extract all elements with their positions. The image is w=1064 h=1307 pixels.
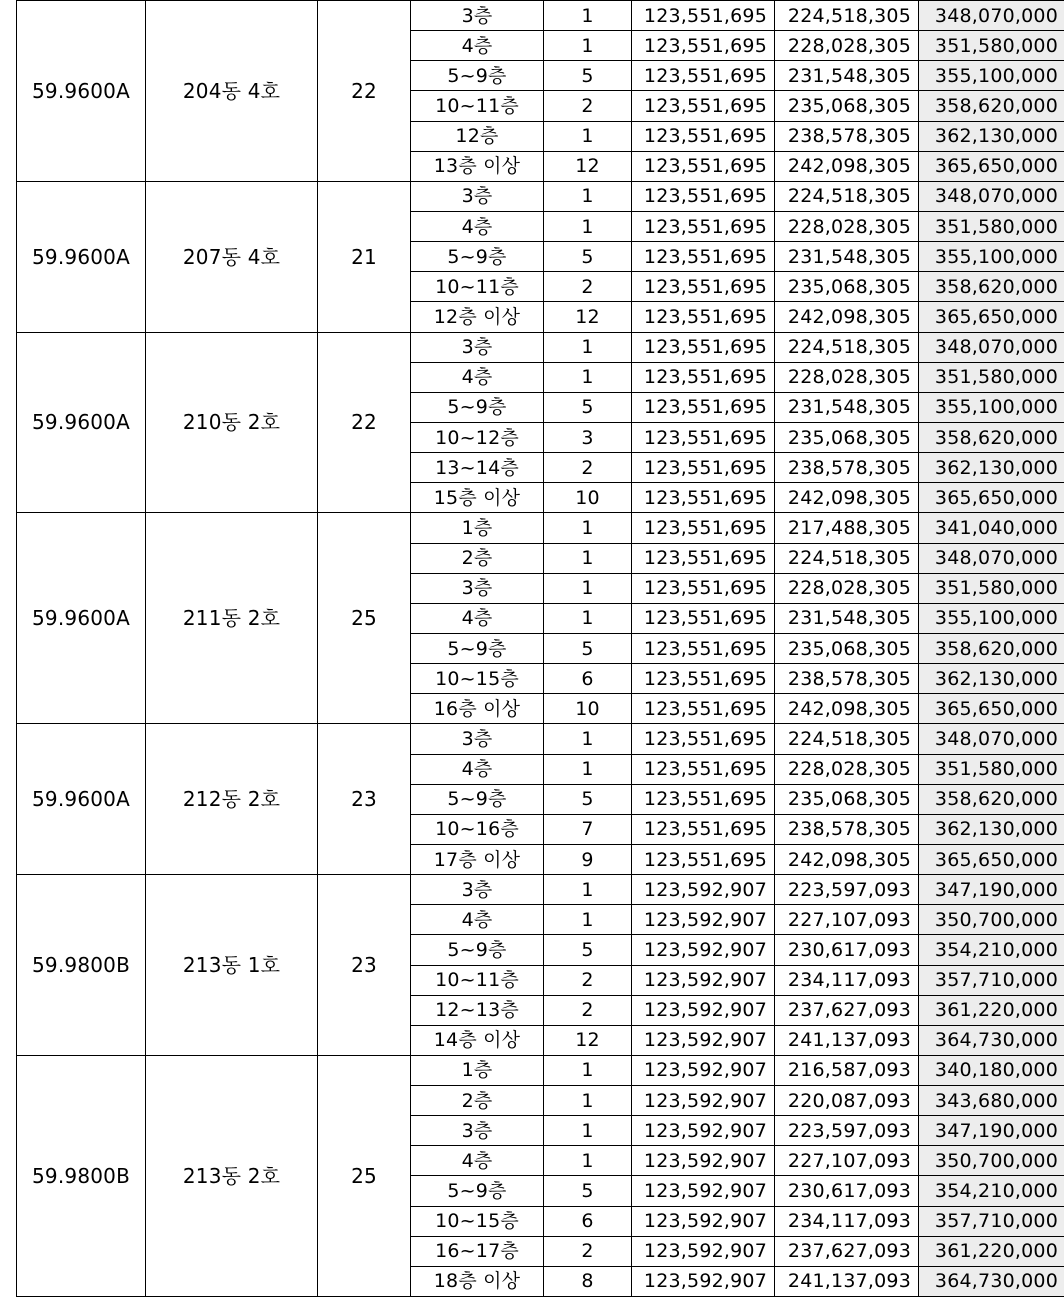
- floor-cell: 3층: [411, 332, 544, 362]
- price-table-body: [17, 1, 1064, 1297]
- floor-cell: 10~15층: [411, 1206, 544, 1236]
- land-price-cell: 123,551,695: [632, 754, 775, 784]
- floor-cell: 5~9층: [411, 1176, 544, 1206]
- floor-cell: 3층: [411, 181, 544, 211]
- floor-cell: 10~16층: [411, 814, 544, 844]
- households-cell: 1: [544, 1, 632, 31]
- land-price-cell: 123,592,907: [632, 1025, 775, 1055]
- building-price-cell: 242,098,305: [775, 844, 919, 874]
- building-price-cell: 224,518,305: [775, 181, 919, 211]
- count-cell: 22: [318, 1, 411, 182]
- floor-cell: 14층 이상: [411, 1025, 544, 1055]
- total-price-cell: 341,040,000: [919, 513, 1064, 543]
- floor-cell: 4층: [411, 754, 544, 784]
- total-price-cell: 351,580,000: [919, 573, 1064, 603]
- total-price-cell: 350,700,000: [919, 905, 1064, 935]
- land-price-cell: 123,551,695: [632, 603, 775, 633]
- building-price-cell: 224,518,305: [775, 1, 919, 31]
- land-price-cell: 123,551,695: [632, 302, 775, 332]
- households-cell: 7: [544, 814, 632, 844]
- households-cell: 5: [544, 935, 632, 965]
- building-price-cell: 228,028,305: [775, 31, 919, 61]
- total-price-cell: 355,100,000: [919, 242, 1064, 272]
- floor-cell: 5~9층: [411, 784, 544, 814]
- unit-cell: 207동 4호: [146, 181, 318, 332]
- total-price-cell: 350,700,000: [919, 1146, 1064, 1176]
- households-cell: 8: [544, 1266, 632, 1296]
- land-price-cell: 123,551,695: [632, 422, 775, 452]
- total-price-cell: 358,620,000: [919, 91, 1064, 121]
- total-price-cell: 358,620,000: [919, 272, 1064, 302]
- land-price-cell: 123,551,695: [632, 543, 775, 573]
- households-cell: 2: [544, 272, 632, 302]
- total-price-cell: 347,190,000: [919, 875, 1064, 905]
- land-price-cell: 123,551,695: [632, 573, 775, 603]
- building-price-cell: 228,028,305: [775, 211, 919, 241]
- total-price-cell: 365,650,000: [919, 694, 1064, 724]
- households-cell: 1: [544, 513, 632, 543]
- total-price-cell: 351,580,000: [919, 211, 1064, 241]
- building-price-cell: 227,107,093: [775, 1146, 919, 1176]
- total-price-cell: 354,210,000: [919, 1176, 1064, 1206]
- land-price-cell: 123,551,695: [632, 694, 775, 724]
- price-table: [16, 0, 1064, 1297]
- households-cell: 10: [544, 694, 632, 724]
- floor-cell: 13~14층: [411, 453, 544, 483]
- land-price-cell: 123,592,907: [632, 1146, 775, 1176]
- total-price-cell: 355,100,000: [919, 603, 1064, 633]
- total-price-cell: 355,100,000: [919, 392, 1064, 422]
- type-cell: 59.9800B: [17, 1055, 146, 1296]
- land-price-cell: 123,592,907: [632, 1176, 775, 1206]
- total-price-cell: 357,710,000: [919, 965, 1064, 995]
- floor-cell: 3층: [411, 573, 544, 603]
- land-price-cell: 123,592,907: [632, 905, 775, 935]
- total-price-cell: 365,650,000: [919, 302, 1064, 332]
- households-cell: 1: [544, 543, 632, 573]
- building-price-cell: 223,597,093: [775, 875, 919, 905]
- building-price-cell: 242,098,305: [775, 302, 919, 332]
- households-cell: 12: [544, 302, 632, 332]
- land-price-cell: 123,551,695: [632, 844, 775, 874]
- floor-cell: 1층: [411, 513, 544, 543]
- land-price-cell: 123,551,695: [632, 392, 775, 422]
- table-row: [17, 1, 1064, 31]
- building-price-cell: 228,028,305: [775, 362, 919, 392]
- table-row: [17, 332, 1064, 362]
- floor-cell: 10~11층: [411, 272, 544, 302]
- total-price-cell: 348,070,000: [919, 724, 1064, 754]
- building-price-cell: 227,107,093: [775, 905, 919, 935]
- total-price-cell: 347,190,000: [919, 1116, 1064, 1146]
- land-price-cell: 123,551,695: [632, 784, 775, 814]
- households-cell: 9: [544, 844, 632, 874]
- building-price-cell: 234,117,093: [775, 965, 919, 995]
- type-cell: 59.9600A: [17, 513, 146, 724]
- unit-cell: 204동 4호: [146, 1, 318, 182]
- land-price-cell: 123,551,695: [632, 633, 775, 663]
- households-cell: 1: [544, 905, 632, 935]
- type-cell: 59.9800B: [17, 875, 146, 1056]
- households-cell: 10: [544, 483, 632, 513]
- land-price-cell: 123,551,695: [632, 31, 775, 61]
- land-price-cell: 123,592,907: [632, 1206, 775, 1236]
- building-price-cell: 231,548,305: [775, 603, 919, 633]
- type-cell: 59.9600A: [17, 724, 146, 875]
- land-price-cell: 123,551,695: [632, 211, 775, 241]
- floor-cell: 10~11층: [411, 91, 544, 121]
- land-price-cell: 123,551,695: [632, 664, 775, 694]
- households-cell: 2: [544, 1236, 632, 1266]
- households-cell: 1: [544, 1146, 632, 1176]
- building-price-cell: 231,548,305: [775, 392, 919, 422]
- land-price-cell: 123,592,907: [632, 1266, 775, 1296]
- households-cell: 1: [544, 181, 632, 211]
- total-price-cell: 343,680,000: [919, 1086, 1064, 1116]
- land-price-cell: 123,551,695: [632, 121, 775, 151]
- floor-cell: 3층: [411, 724, 544, 754]
- total-price-cell: 364,730,000: [919, 1266, 1064, 1296]
- floor-cell: 4층: [411, 211, 544, 241]
- total-price-cell: 354,210,000: [919, 935, 1064, 965]
- unit-cell: 212동 2호: [146, 724, 318, 875]
- total-price-cell: 351,580,000: [919, 362, 1064, 392]
- building-price-cell: 224,518,305: [775, 724, 919, 754]
- unit-cell: 211동 2호: [146, 513, 318, 724]
- building-price-cell: 238,578,305: [775, 814, 919, 844]
- households-cell: 1: [544, 1086, 632, 1116]
- total-price-cell: 365,650,000: [919, 151, 1064, 181]
- total-price-cell: 358,620,000: [919, 633, 1064, 663]
- land-price-cell: 123,551,695: [632, 1, 775, 31]
- floor-cell: 12층: [411, 121, 544, 151]
- unit-cell: 213동 1호: [146, 875, 318, 1056]
- floor-cell: 4층: [411, 905, 544, 935]
- total-price-cell: 357,710,000: [919, 1206, 1064, 1236]
- land-price-cell: 123,551,695: [632, 483, 775, 513]
- land-price-cell: 123,592,907: [632, 1055, 775, 1085]
- households-cell: 2: [544, 91, 632, 121]
- building-price-cell: 231,548,305: [775, 61, 919, 91]
- land-price-cell: 123,592,907: [632, 995, 775, 1025]
- table-row: [17, 513, 1064, 543]
- land-price-cell: 123,592,907: [632, 965, 775, 995]
- total-price-cell: 362,130,000: [919, 121, 1064, 151]
- households-cell: 3: [544, 422, 632, 452]
- building-price-cell: 228,028,305: [775, 754, 919, 784]
- count-cell: 23: [318, 724, 411, 875]
- land-price-cell: 123,551,695: [632, 513, 775, 543]
- floor-cell: 4층: [411, 362, 544, 392]
- type-cell: 59.9600A: [17, 1, 146, 182]
- total-price-cell: 362,130,000: [919, 453, 1064, 483]
- count-cell: 23: [318, 875, 411, 1056]
- total-price-cell: 355,100,000: [919, 61, 1064, 91]
- land-price-cell: 123,551,695: [632, 814, 775, 844]
- households-cell: 1: [544, 1055, 632, 1085]
- building-price-cell: 224,518,305: [775, 332, 919, 362]
- households-cell: 2: [544, 965, 632, 995]
- land-price-cell: 123,551,695: [632, 151, 775, 181]
- total-price-cell: 365,650,000: [919, 844, 1064, 874]
- total-price-cell: 358,620,000: [919, 422, 1064, 452]
- unit-cell: 210동 2호: [146, 332, 318, 513]
- total-price-cell: 348,070,000: [919, 181, 1064, 211]
- building-price-cell: 223,597,093: [775, 1116, 919, 1146]
- total-price-cell: 361,220,000: [919, 1236, 1064, 1266]
- floor-cell: 5~9층: [411, 242, 544, 272]
- floor-cell: 10~12층: [411, 422, 544, 452]
- households-cell: 1: [544, 875, 632, 905]
- floor-cell: 2층: [411, 543, 544, 573]
- land-price-cell: 123,592,907: [632, 1236, 775, 1266]
- floor-cell: 16층 이상: [411, 694, 544, 724]
- floor-cell: 3층: [411, 875, 544, 905]
- total-price-cell: 362,130,000: [919, 664, 1064, 694]
- households-cell: 1: [544, 754, 632, 784]
- floor-cell: 17층 이상: [411, 844, 544, 874]
- floor-cell: 15층 이상: [411, 483, 544, 513]
- land-price-cell: 123,551,695: [632, 724, 775, 754]
- building-price-cell: 242,098,305: [775, 483, 919, 513]
- floor-cell: 2층: [411, 1086, 544, 1116]
- floor-cell: 12~13층: [411, 995, 544, 1025]
- floor-cell: 3층: [411, 1116, 544, 1146]
- building-price-cell: 216,587,093: [775, 1055, 919, 1085]
- building-price-cell: 230,617,093: [775, 935, 919, 965]
- building-price-cell: 220,087,093: [775, 1086, 919, 1116]
- households-cell: 6: [544, 1206, 632, 1236]
- building-price-cell: 224,518,305: [775, 543, 919, 573]
- households-cell: 1: [544, 1116, 632, 1146]
- households-cell: 5: [544, 61, 632, 91]
- land-price-cell: 123,551,695: [632, 453, 775, 483]
- land-price-cell: 123,551,695: [632, 91, 775, 121]
- floor-cell: 5~9층: [411, 935, 544, 965]
- floor-cell: 5~9층: [411, 633, 544, 663]
- count-cell: 21: [318, 181, 411, 332]
- building-price-cell: 230,617,093: [775, 1176, 919, 1206]
- land-price-cell: 123,551,695: [632, 61, 775, 91]
- building-price-cell: 237,627,093: [775, 1236, 919, 1266]
- floor-cell: 1층: [411, 1055, 544, 1085]
- building-price-cell: 238,578,305: [775, 453, 919, 483]
- floor-cell: 10~15층: [411, 664, 544, 694]
- total-price-cell: 348,070,000: [919, 332, 1064, 362]
- households-cell: 2: [544, 995, 632, 1025]
- unit-cell: 213동 2호: [146, 1055, 318, 1296]
- total-price-cell: 340,180,000: [919, 1055, 1064, 1085]
- households-cell: 12: [544, 151, 632, 181]
- land-price-cell: 123,551,695: [632, 272, 775, 302]
- total-price-cell: 351,580,000: [919, 754, 1064, 784]
- floor-cell: 10~11층: [411, 965, 544, 995]
- building-price-cell: 228,028,305: [775, 573, 919, 603]
- building-price-cell: 235,068,305: [775, 272, 919, 302]
- total-price-cell: 361,220,000: [919, 995, 1064, 1025]
- building-price-cell: 242,098,305: [775, 151, 919, 181]
- total-price-cell: 364,730,000: [919, 1025, 1064, 1055]
- count-cell: 25: [318, 1055, 411, 1296]
- building-price-cell: 238,578,305: [775, 664, 919, 694]
- households-cell: 12: [544, 1025, 632, 1055]
- land-price-cell: 123,551,695: [632, 242, 775, 272]
- households-cell: 6: [544, 664, 632, 694]
- total-price-cell: 348,070,000: [919, 1, 1064, 31]
- table-row: [17, 724, 1064, 754]
- floor-cell: 5~9층: [411, 392, 544, 422]
- households-cell: 1: [544, 211, 632, 241]
- households-cell: 5: [544, 633, 632, 663]
- building-price-cell: 235,068,305: [775, 633, 919, 663]
- land-price-cell: 123,592,907: [632, 1086, 775, 1116]
- households-cell: 5: [544, 784, 632, 814]
- households-cell: 1: [544, 31, 632, 61]
- building-price-cell: 235,068,305: [775, 91, 919, 121]
- floor-cell: 12층 이상: [411, 302, 544, 332]
- floor-cell: 4층: [411, 31, 544, 61]
- floor-cell: 18층 이상: [411, 1266, 544, 1296]
- households-cell: 5: [544, 242, 632, 272]
- building-price-cell: 238,578,305: [775, 121, 919, 151]
- households-cell: 1: [544, 332, 632, 362]
- type-cell: 59.9600A: [17, 332, 146, 513]
- building-price-cell: 235,068,305: [775, 784, 919, 814]
- households-cell: 1: [544, 573, 632, 603]
- floor-cell: 3층: [411, 1, 544, 31]
- building-price-cell: 237,627,093: [775, 995, 919, 1025]
- households-cell: 5: [544, 392, 632, 422]
- total-price-cell: 365,650,000: [919, 483, 1064, 513]
- building-price-cell: 234,117,093: [775, 1206, 919, 1236]
- households-cell: 1: [544, 603, 632, 633]
- floor-cell: 4층: [411, 1146, 544, 1176]
- households-cell: 5: [544, 1176, 632, 1206]
- households-cell: 1: [544, 362, 632, 392]
- count-cell: 25: [318, 513, 411, 724]
- building-price-cell: 217,488,305: [775, 513, 919, 543]
- floor-cell: 13층 이상: [411, 151, 544, 181]
- total-price-cell: 351,580,000: [919, 31, 1064, 61]
- households-cell: 1: [544, 121, 632, 151]
- floor-cell: 5~9층: [411, 61, 544, 91]
- land-price-cell: 123,592,907: [632, 875, 775, 905]
- floor-cell: 4층: [411, 603, 544, 633]
- building-price-cell: 231,548,305: [775, 242, 919, 272]
- land-price-cell: 123,551,695: [632, 332, 775, 362]
- building-price-cell: 235,068,305: [775, 422, 919, 452]
- land-price-cell: 123,551,695: [632, 362, 775, 392]
- land-price-cell: 123,592,907: [632, 1116, 775, 1146]
- land-price-cell: 123,551,695: [632, 181, 775, 211]
- table-row: [17, 181, 1064, 211]
- households-cell: 2: [544, 453, 632, 483]
- table-row: [17, 1055, 1064, 1085]
- floor-cell: 16~17층: [411, 1236, 544, 1266]
- total-price-cell: 348,070,000: [919, 543, 1064, 573]
- total-price-cell: 358,620,000: [919, 784, 1064, 814]
- land-price-cell: 123,592,907: [632, 935, 775, 965]
- type-cell: 59.9600A: [17, 181, 146, 332]
- building-price-cell: 241,137,093: [775, 1266, 919, 1296]
- table-row: [17, 875, 1064, 905]
- count-cell: 22: [318, 332, 411, 513]
- building-price-cell: 241,137,093: [775, 1025, 919, 1055]
- building-price-cell: 242,098,305: [775, 694, 919, 724]
- total-price-cell: 362,130,000: [919, 814, 1064, 844]
- households-cell: 1: [544, 724, 632, 754]
